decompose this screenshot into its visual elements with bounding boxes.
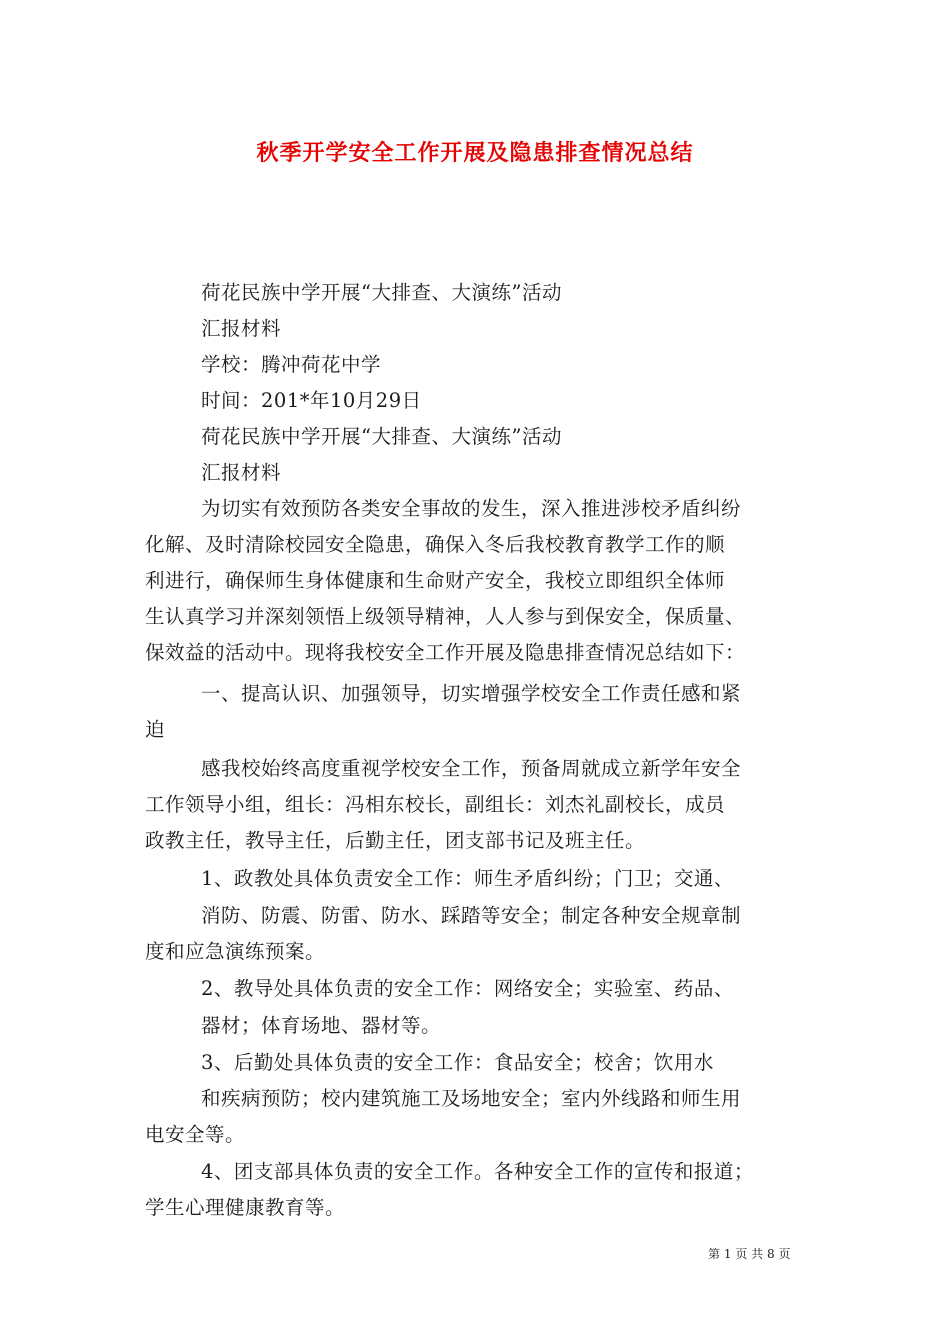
page-number-footer [708, 1245, 790, 1262]
header-line: 荷花民族中学开展“大排查、大演练”活动 [201, 425, 562, 448]
paragraph-line: 化解、及时清除校园安全隐患，确保入冬后我校教育教学工作的顺 [145, 533, 726, 556]
paragraph-line: 生认真学习并深刻领悟上级领导精神，人人参与到保安全，保质量、 [145, 605, 746, 628]
footer-total-pages: 8 [766, 1247, 775, 1261]
header-line: 汇报材料 [201, 317, 282, 340]
list-item-line: 2、教导处具体负责的安全工作：网络安全；实验室、药品、 [201, 977, 734, 1000]
list-item-line: 和疾病预防；校内建筑施工及场地安全；室内外线路和师生用 [201, 1087, 742, 1110]
header-line: 汇报材料 [201, 461, 282, 484]
footer-prefix: 第 [708, 1247, 721, 1261]
header-line: 时间：201*年10月29日 [201, 389, 422, 412]
list-item-line: 器材；体育场地、器材等。 [201, 1014, 442, 1037]
document-title: 秋季开学安全工作开展及隐患排查情况总结 [256, 140, 694, 166]
section-heading-line: 迫 [145, 718, 166, 741]
paragraph-line: 政教主任，教导主任，后勤主任，团支部书记及班主任。 [145, 829, 646, 852]
paragraph-line: 保效益的活动中。现将我校安全工作开展及隐患排查情况总结如下： [145, 641, 746, 664]
list-item-line: 学生心理健康教育等。 [145, 1196, 346, 1219]
footer-current-page: 1 [723, 1247, 732, 1261]
list-item-line: 度和应急演练预案。 [145, 940, 326, 963]
footer-middle: 页 共 [735, 1247, 764, 1261]
list-item-line: 电安全等。 [145, 1123, 246, 1146]
paragraph-line: 利进行，确保师生身体健康和生命财产安全，我校立即组织全体师 [145, 569, 726, 592]
footer-suffix: 页 [778, 1247, 791, 1261]
list-item-line: 1、政教处具体负责安全工作：师生矛盾纠纷；门卫；交通、 [201, 867, 734, 890]
list-item-line: 3、后勤处具体负责的安全工作：食品安全；校舍；饮用水 [201, 1051, 714, 1074]
paragraph-line: 工作领导小组，组长：冯相东校长，副组长：刘杰礼副校长，成员 [145, 793, 726, 816]
list-item-line: 消防、防震、防雷、防水、踩踏等安全；制定各种安全规章制 [201, 904, 742, 927]
section-heading-line: 一、提高认识、加强领导，切实增强学校安全工作责任感和紧 [201, 682, 742, 705]
header-line: 荷花民族中学开展“大排查、大演练”活动 [201, 281, 562, 304]
paragraph-line: 感我校始终高度重视学校安全工作，预备周就成立新学年安全 [201, 757, 742, 780]
header-line: 学校：腾冲荷花中学 [201, 353, 382, 376]
list-item-line: 4、团支部具体负责的安全工作。各种安全工作的宣传和报道； [201, 1160, 754, 1183]
paragraph-line: 为切实有效预防各类安全事故的发生，深入推进涉校矛盾纠纷 [201, 497, 742, 520]
